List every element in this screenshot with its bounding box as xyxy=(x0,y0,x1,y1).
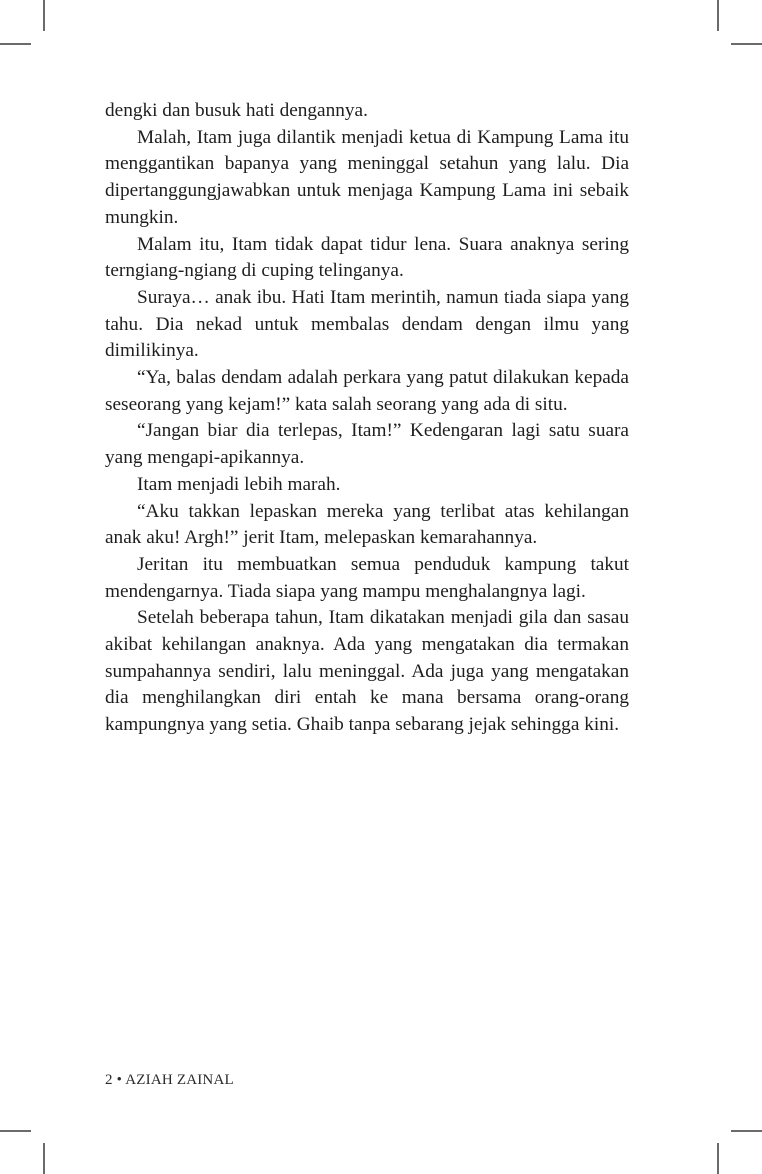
footer-author: AZIAH ZAINAL xyxy=(125,1072,234,1088)
footer-separator: • xyxy=(116,1072,123,1088)
crop-mark-bottom-right-vertical xyxy=(717,1143,719,1174)
paragraph: Jeritan itu membuatkan semua penduduk kampung takut mendengarnya. Tiada siapa yang mampu menghalangnya lagi. xyxy=(105,553,629,602)
paragraph: “Ya, balas dendam adalah perkara yang patut dilakukan kepada seseorang yang kejam!” kata salah seorang yang ada di situ. xyxy=(105,367,629,415)
paragraph: Malam itu, Itam tidak dapat tidur lena. Suara anaknya sering terngiang-ngiang di cuping telinganya. xyxy=(105,233,629,282)
crop-mark-top-right-vertical xyxy=(717,0,719,31)
crop-mark-top-right-horizontal xyxy=(731,43,762,45)
paragraph: “Aku takkan lepaskan mereka yang terlibat atas kehilangan anak aku! Argh!” jerit Itam, melepaskan kemarahannya. xyxy=(105,500,629,549)
crop-mark-top-left-vertical xyxy=(43,0,45,31)
crop-mark-bottom-right-horizontal xyxy=(731,1130,762,1132)
paragraph: Malah, Itam juga dilantik menjadi ketua di Kampung Lama itu menggantikan bapanya yang meninggal setahun yang lalu. Dia dipertanggungjawabkan untuk menjaga Kampung Lama ini sebaik mungkin. xyxy=(105,126,629,228)
paragraph: Setelah beberapa tahun, Itam dikatakan menjadi gila dan sasau akibat kehilangan anaknya. Ada yang mengatakan dia termakan sumpahannya sendiri, lalu meninggal. Ada juga yang mengatakan dia menghilangkan diri entah ke mana bersama orang-orang kampungnya yang setia. Ghaib tanpa sebarang jejak sehingga kini. xyxy=(105,607,629,736)
crop-mark-bottom-left-horizontal xyxy=(0,1130,31,1132)
page-footer xyxy=(105,1072,234,1089)
paragraph: “Jangan biar dia terlepas, Itam!” Kedengaran lagi satu suara yang mengapi-apikannya. xyxy=(105,420,629,469)
body-text xyxy=(105,98,629,739)
footer-page-number: 2 xyxy=(105,1072,113,1088)
crop-mark-bottom-left-vertical xyxy=(43,1143,45,1174)
paragraph: Suraya… anak ibu. Hati Itam merintih, namun tiada siapa yang tahu. Dia nekad untuk membalas dendam dengan ilmu yang dimilikinya. xyxy=(105,286,629,362)
crop-mark-top-left-horizontal xyxy=(0,43,31,45)
paragraph: Itam menjadi lebih marah. xyxy=(137,473,341,495)
paragraph: dengki dan busuk hati dengannya. xyxy=(105,100,368,121)
